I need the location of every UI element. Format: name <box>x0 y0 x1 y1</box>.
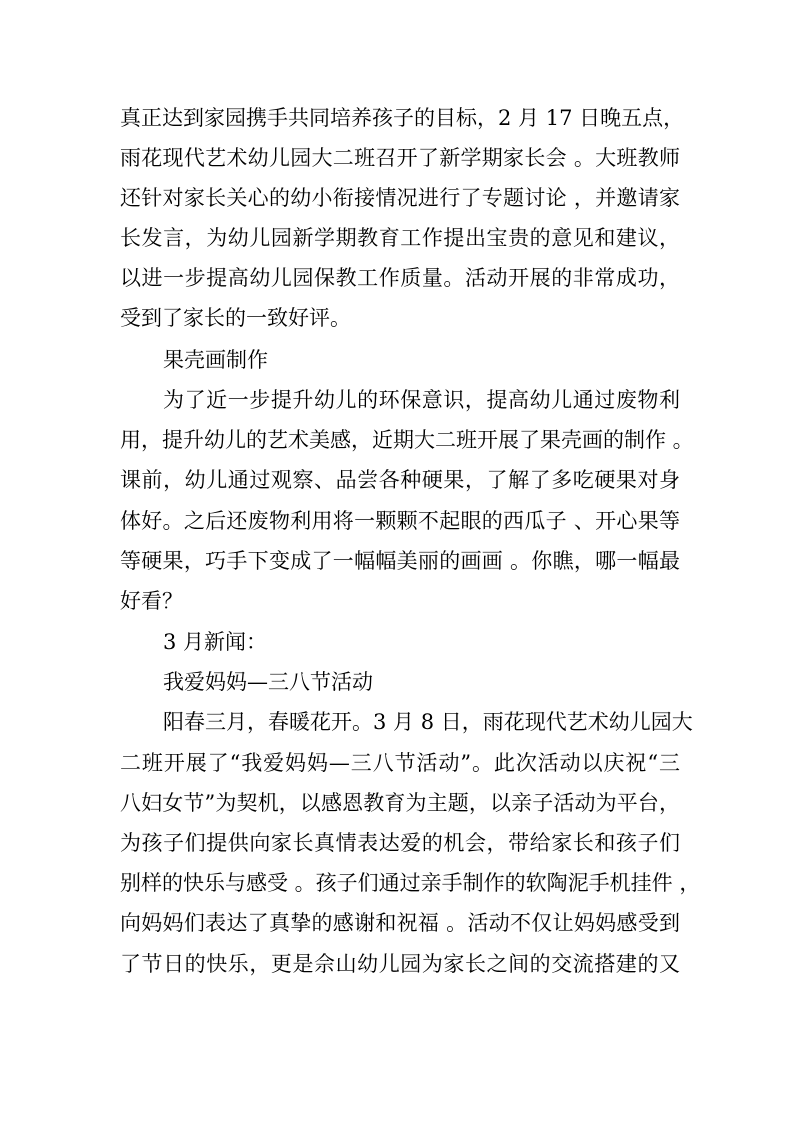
paragraph-line: 八妇女节”为契机，以感恩教育为主题，以亲子活动为平台， <box>120 791 680 815</box>
paragraph-line: 为了近一步提升幼儿的环保意识，提高幼儿通过废物利 <box>163 388 680 412</box>
paragraph-line: 了节日的快乐，更是佘山幼儿园为家长之间的交流搭建的又 <box>120 952 680 976</box>
paragraph-line: 体好。之后还废物利用将一颗颗不起眼的西瓜子 、开心果等 <box>120 509 680 533</box>
paragraph-line: 课前，幼儿通过观察、品尝各种硬果，了解了多吃硬果对身 <box>120 468 680 492</box>
paragraph-line: 别样的快乐与感受 。孩子们通过亲手制作的软陶泥手机挂件 ， <box>120 871 701 895</box>
paragraph-line: 受到了家长的一致好评。 <box>120 306 351 330</box>
paragraph-line: 长发言，为幼儿园新学期教育工作提出宝贵的意见和建议， <box>120 226 680 250</box>
section-heading: 3 月新闻： <box>163 630 268 654</box>
paragraph-line: 用，提升幼儿的艺术美感，近期大二班开展了果壳画的制作 。 <box>120 428 694 452</box>
section-heading: 果壳画制作 <box>163 348 268 372</box>
paragraph-line: 向妈妈们表达了真挚的感谢和祝福 。活动不仅让妈妈感受到 <box>120 911 680 935</box>
section-heading: 我爱妈妈—三八节活动 <box>163 670 373 694</box>
paragraph-line: 还针对家长关心的幼小衔接情况进行了专题讨论 ，并邀请家 <box>120 186 680 210</box>
paragraph-line: 好看？ <box>120 589 183 613</box>
paragraph-line: 雨花现代艺术幼儿园大二班召开了新学期家长会 。大班教师 <box>120 146 680 170</box>
paragraph-line: 等硬果，巧手下变成了一幅幅美丽的画画 。你瞧，哪一幅最 <box>120 549 680 573</box>
paragraph-line: 以进一步提高幼儿园保教工作质量。活动开展的非常成功， <box>120 266 680 290</box>
paragraph-line: 二班开展了“我爱妈妈—三八节活动”。此次活动以庆祝“三 <box>120 751 680 775</box>
paragraph-line: 阳春三月，春暖花开。3 月 8 日，雨花现代艺术幼儿园大 <box>163 710 693 734</box>
paragraph-line: 为孩子们提供向家长真情表达爱的机会，带给家长和孩子们 <box>120 831 680 855</box>
paragraph-line: 真正达到家园携手共同培养孩子的目标，2 月 17 日晚五点， <box>120 106 685 130</box>
